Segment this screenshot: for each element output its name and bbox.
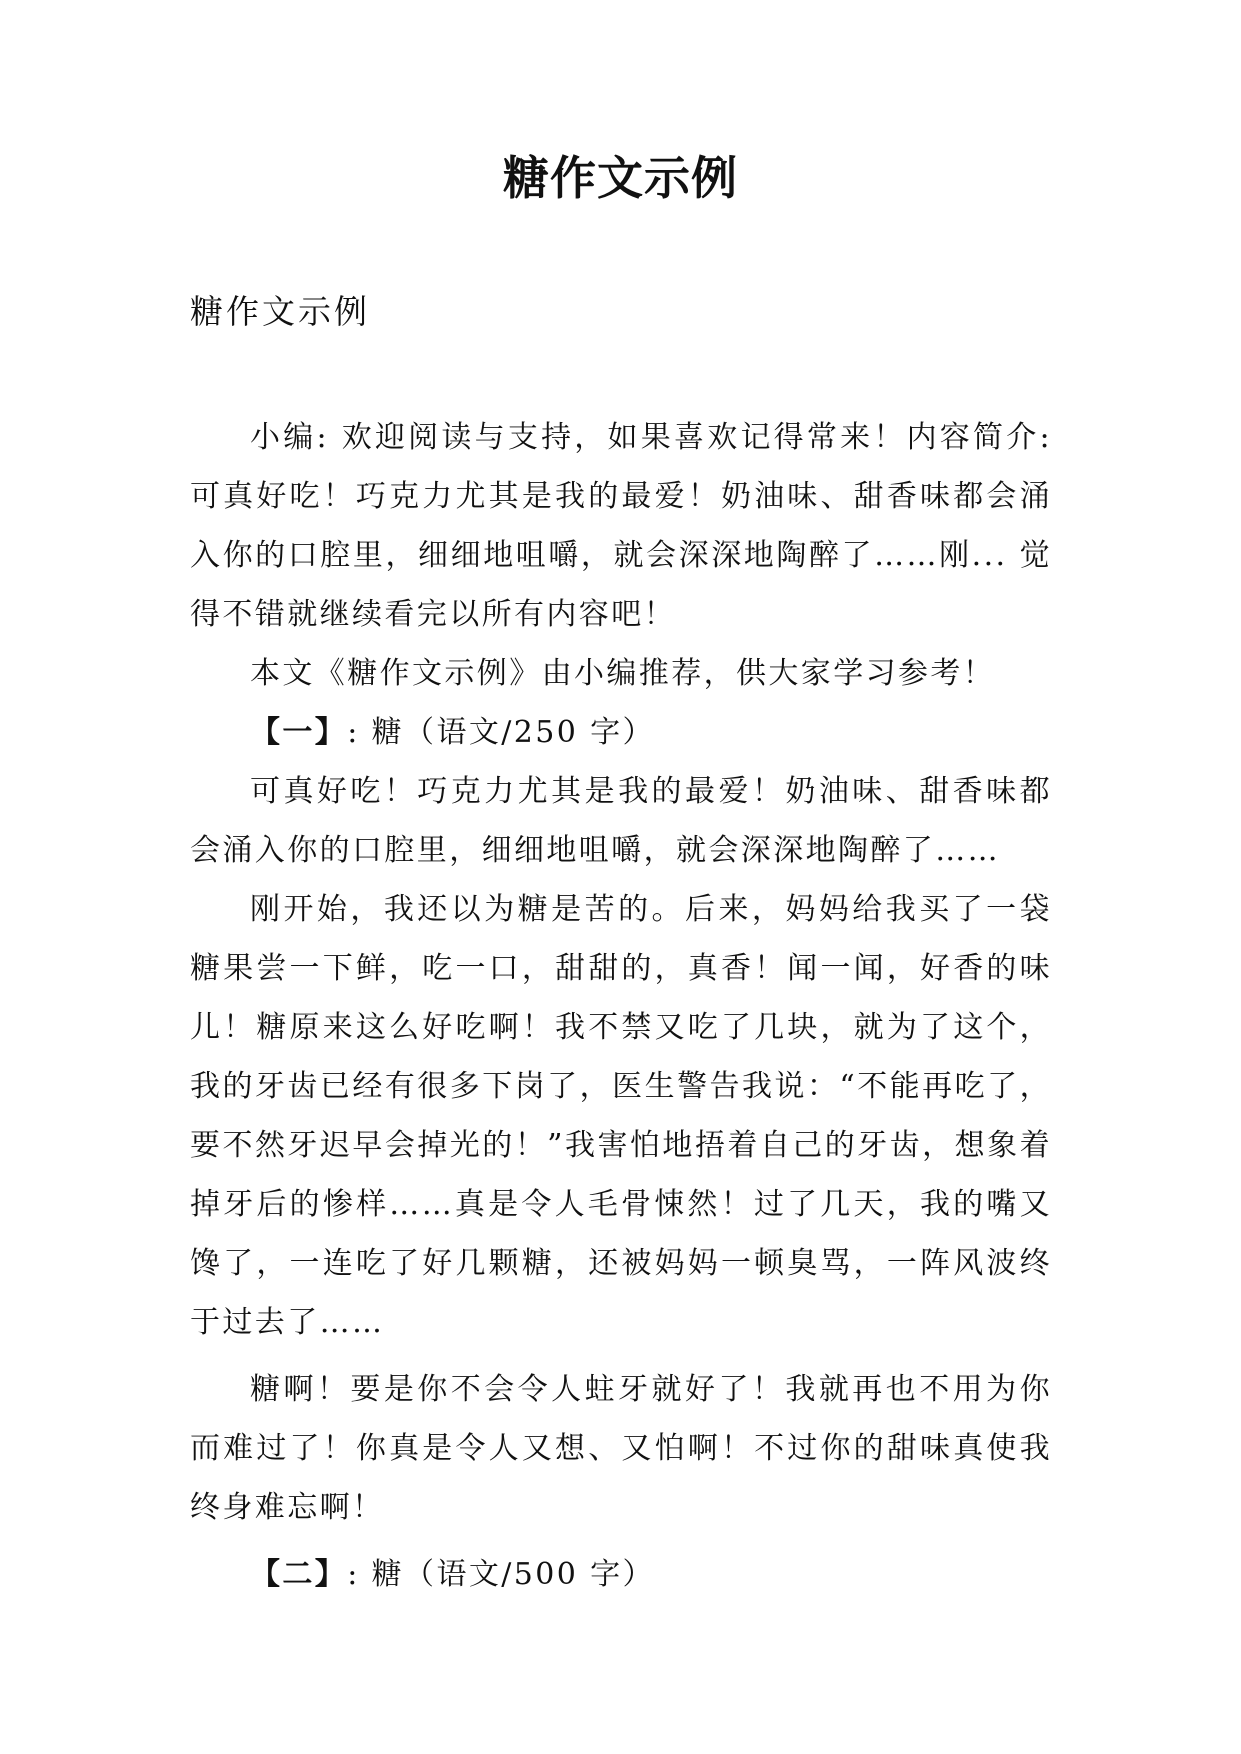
intro-paragraph: 小编: 欢迎阅读与支持，如果喜欢记得常来！内容简介: 可真好吃！巧克力尤其是我的最爱！奶油味、甜香味都会涌入你的口腔里，细细地咀嚼，就会深深地陶醉了……刚... 觉得不错就继续看完以所有内容吧！ bbox=[190, 420, 1052, 632]
section-1-label: 【一】 bbox=[250, 715, 348, 750]
section-1-heading bbox=[190, 703, 1052, 762]
section-1-title: : 糖（语文/250 字） bbox=[347, 715, 655, 750]
section-2-label: 【二】 bbox=[250, 1557, 348, 1592]
document-body bbox=[190, 408, 1052, 1604]
section-1-paragraph-3: 糖啊！要是你不会令人蛀牙就好了！我就再也不用为你而难过了！你真是令人又想、又怕啊！不过你的甜味真使我终身难忘啊！ bbox=[190, 1372, 1052, 1525]
section-1-paragraph-2: 刚开始，我还以为糖是苦的。后来，妈妈给我买了一袋糖果尝一下鲜，吃一口，甜甜的，真香！闻一闻，好香的味儿！糖原来这么好吃啊！我不禁又吃了几块，就为了这个，我的牙齿已经有很多下岗了，医生警告我说：“不能再吃了，要不然牙迟早会掉光的！”我害怕地捂着自己的牙齿，想象着掉牙后的惨样……真是令人毛骨悚然！过了几天，我的嘴又馋了，一连吃了好几颗糖，还被妈妈一顿臭骂，一阵风波终于过去了…… bbox=[190, 892, 1052, 1340]
document-subtitle: 糖作文示例 bbox=[190, 292, 370, 331]
section-2-title: : 糖（语文/500 字） bbox=[347, 1557, 655, 1592]
section-1-paragraph-1: 可真好吃！巧克力尤其是我的最爱！奶油味、甜香味都会涌入你的口腔里，细细地咀嚼，就会深深地陶醉了…… bbox=[190, 774, 1052, 868]
recommend-paragraph: 本文《糖作文示例》由小编推荐，供大家学习参考！ bbox=[250, 656, 996, 691]
document-title: 糖作文示例 bbox=[503, 151, 738, 205]
section-2-heading bbox=[190, 1545, 1052, 1604]
